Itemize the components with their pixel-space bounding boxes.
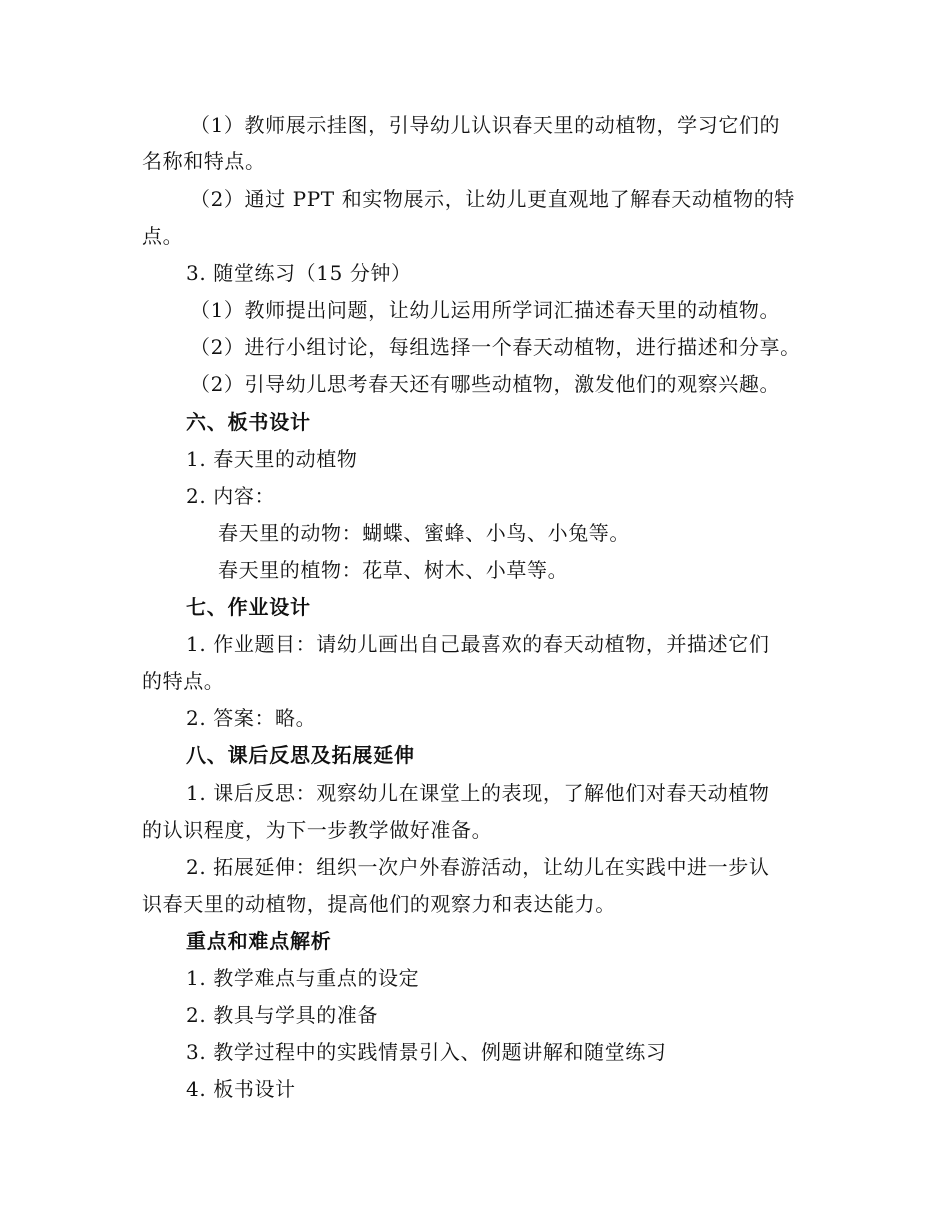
list-item: （2）进行小组讨论，每组选择一个春天动植物，进行描述和分享。 <box>190 335 801 359</box>
list-item: （1）教师提出问题，让幼儿运用所学词汇描述春天里的动植物。 <box>190 298 781 322</box>
paragraph-line: 的特点。 <box>142 669 225 693</box>
content-line: 春天里的动物：蝴蝶、蜜蜂、小鸟、小兔等。 <box>218 521 630 545</box>
paragraph-line: （1）教师展示挂图，引导幼儿认识春天里的动植物，学习它们的 <box>190 113 781 137</box>
section-heading-board-design: 六、板书设计 <box>186 410 311 434</box>
paragraph-line: （2）通过 PPT 和实物展示，让幼儿更直观地了解春天动植物的特 <box>190 187 795 211</box>
list-item: 2. 拓展延伸：组织一次户外春游活动，让幼儿在实践中进一步认 <box>186 855 770 879</box>
section-heading-key-points: 重点和难点解析 <box>186 929 332 953</box>
list-item: 1. 课后反思：观察幼儿在课堂上的表现，了解他们对春天动植物 <box>186 781 770 805</box>
list-item: （2）引导幼儿思考春天还有哪些动植物，激发他们的观察兴趣。 <box>190 372 781 396</box>
list-item: 3. 教学过程中的实践情景引入、例题讲解和随堂练习 <box>186 1040 667 1064</box>
list-item: 1. 教学难点与重点的设定 <box>186 966 420 990</box>
list-item: 2. 答案：略。 <box>186 706 317 730</box>
list-item: 2. 内容： <box>186 484 276 508</box>
list-item: 4. 板书设计 <box>186 1077 296 1101</box>
section-heading-homework: 七、作业设计 <box>186 595 311 619</box>
list-item: 3. 随堂练习（15 分钟） <box>186 261 412 285</box>
paragraph-line: 点。 <box>142 224 184 248</box>
list-item: 1. 春天里的动植物 <box>186 447 358 471</box>
section-heading-reflection: 八、课后反思及拓展延伸 <box>186 743 415 767</box>
paragraph-line: 名称和特点。 <box>142 149 266 173</box>
list-item: 2. 教具与学具的准备 <box>186 1003 379 1027</box>
content-line: 春天里的植物：花草、树木、小草等。 <box>218 558 569 582</box>
paragraph-line: 识春天里的动植物，提高他们的观察力和表达能力。 <box>142 892 616 916</box>
list-item: 1. 作业题目：请幼儿画出自己最喜欢的春天动植物，并描述它们 <box>186 632 770 656</box>
paragraph-line: 的认识程度，为下一步教学做好准备。 <box>142 818 493 842</box>
